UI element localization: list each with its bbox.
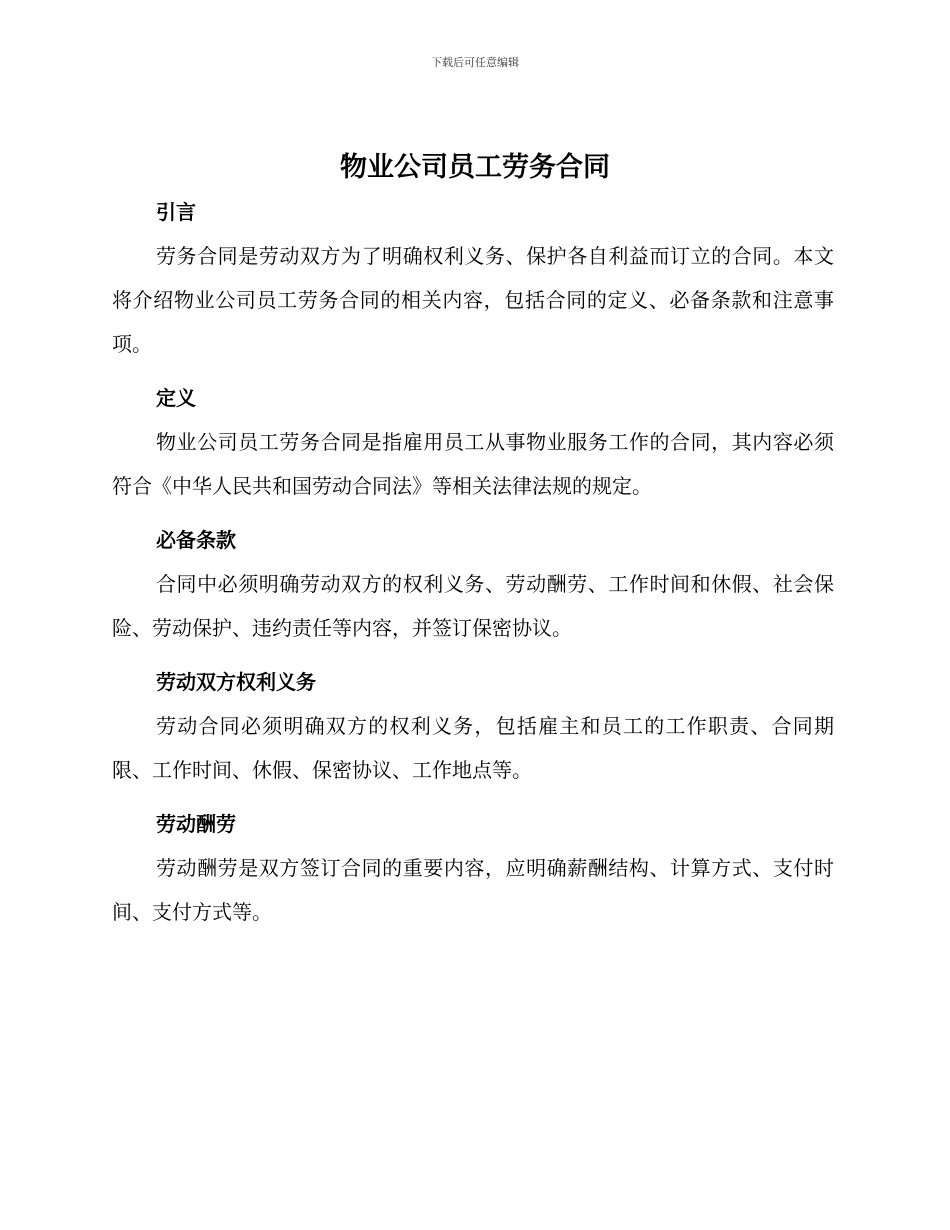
section-paragraph: 劳动合同必须明确双方的权利义务，包括雇主和员工的工作职责、合同期限、工作时间、休假、保密协议、工作地点等。 (112, 714, 834, 782)
document-body (112, 190, 834, 944)
section-heading: 必备条款 (156, 528, 236, 552)
section-required-clauses (112, 518, 834, 650)
section-paragraph: 合同中必须明确劳动双方的权利义务、劳动酬劳、工作时间和休假、社会保险、劳动保护、违约责任等内容，并签订保密协议。 (112, 572, 834, 640)
section-heading: 引言 (156, 200, 196, 224)
page-header-note: 下载后可任意编辑 (431, 56, 519, 69)
section-introduction (112, 190, 834, 366)
section-paragraph: 劳务合同是劳动双方为了明确权利义务、保护各自利益而订立的合同。本文将介绍物业公司员工劳务合同的相关内容，包括合同的定义、必备条款和注意事项。 (112, 244, 834, 356)
section-paragraph: 劳动酬劳是双方签订合同的重要内容，应明确薪酬结构、计算方式、支付时间、支付方式等。 (112, 856, 834, 924)
section-remuneration (112, 802, 834, 934)
section-paragraph: 物业公司员工劳务合同是指雇用员工从事物业服务工作的合同，其内容必须符合《中华人民共和国劳动合同法》等相关法律法规的规定。 (112, 430, 834, 498)
section-heading: 定义 (156, 386, 196, 410)
document-title: 物业公司员工劳务合同 (340, 152, 610, 183)
section-rights-obligations (112, 660, 834, 792)
section-definition (112, 376, 834, 508)
section-heading: 劳动双方权利义务 (156, 670, 316, 694)
section-heading: 劳动酬劳 (156, 812, 236, 836)
